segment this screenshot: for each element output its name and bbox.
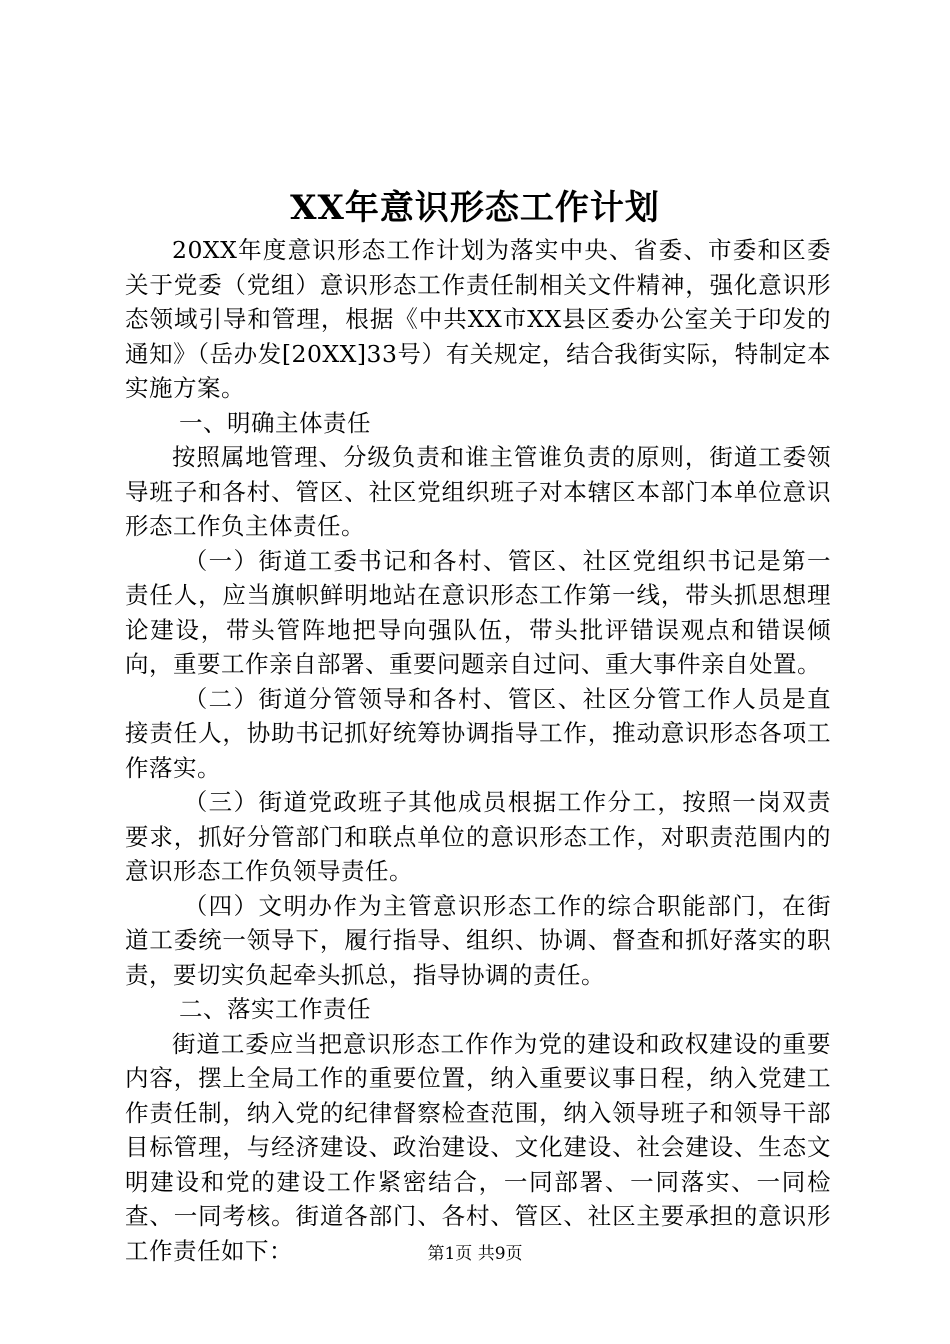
document-body	[125, 233, 831, 1268]
section-1-item-3: （三）街道党政班子其他成员根据工作分工，按照一岗双责要求，抓好分管部门和联点单位的意识形态工作，对职责范围内的意识形态工作负领导责任。	[125, 788, 831, 885]
document-title: XX年意识形态工作计划	[290, 188, 660, 228]
section-1-heading: 一、明确主体责任	[179, 408, 372, 437]
section-1-item-4: （四）文明办作为主管意识形态工作的综合职能部门，在街道工委统一领导下，履行指导、组织、协调、督查和抓好落实的职责，要切实负起牵头抓总，指导协调的责任。	[125, 891, 831, 989]
section-1-item-2: （二）街道分管领导和各村、管区、社区分管工作人员是直接责任人，协助书记抓好统筹协调指导工作，推动意识形态各项工作落实。	[125, 684, 831, 782]
section-2-paragraph: 街道工委应当把意识形态工作作为党的建设和政权建设的重要内容，摆上全局工作的重要位置，纳入重要议事日程，纳入党建工作责任制，纳入党的纪律督察检查范围，纳入领导班子和领导干部目标管理，与经济建设、政治建设、文化建设、社会建设、生态文明建设和党的建设工作紧密结合，一同部署、一同落实、一同检查、一同考核。街道各部门、各村、管区、社区主要承担的意识形工作责任如下：	[125, 1029, 831, 1265]
page-footer: 第1页 共9页	[427, 1244, 523, 1264]
intro-paragraph: 20XX年度意识形态工作计划为落实中央、省委、市委和区委关于党委（党组）意识形态工作责任制相关文件精神，强化意识形态领域引导和管理，根据《中共XX市XX县区委办公室关于印发的通知》（岳办发[20XX]33号）有关规定，结合我街实际，特制定本实施方案。	[125, 236, 831, 402]
section-1-paragraph: 按照属地管理、分级负责和谁主管谁负责的原则，街道工委领导班子和各村、管区、社区党组织班子对本辖区本部门本单位意识形态工作负主体责任。	[125, 443, 831, 540]
section-1-item-1: （一）街道工委书记和各村、管区、社区党组织书记是第一责任人，应当旗帜鲜明地站在意识形态工作第一线，带头抓思想理论建设，带头管阵地把导向强队伍，带头批评错误观点和错误倾向，重要工作亲自部署、重要问题亲自过问、重大事件亲自处置。	[125, 546, 831, 678]
section-2-heading: 二、落实工作责任	[179, 995, 372, 1023]
